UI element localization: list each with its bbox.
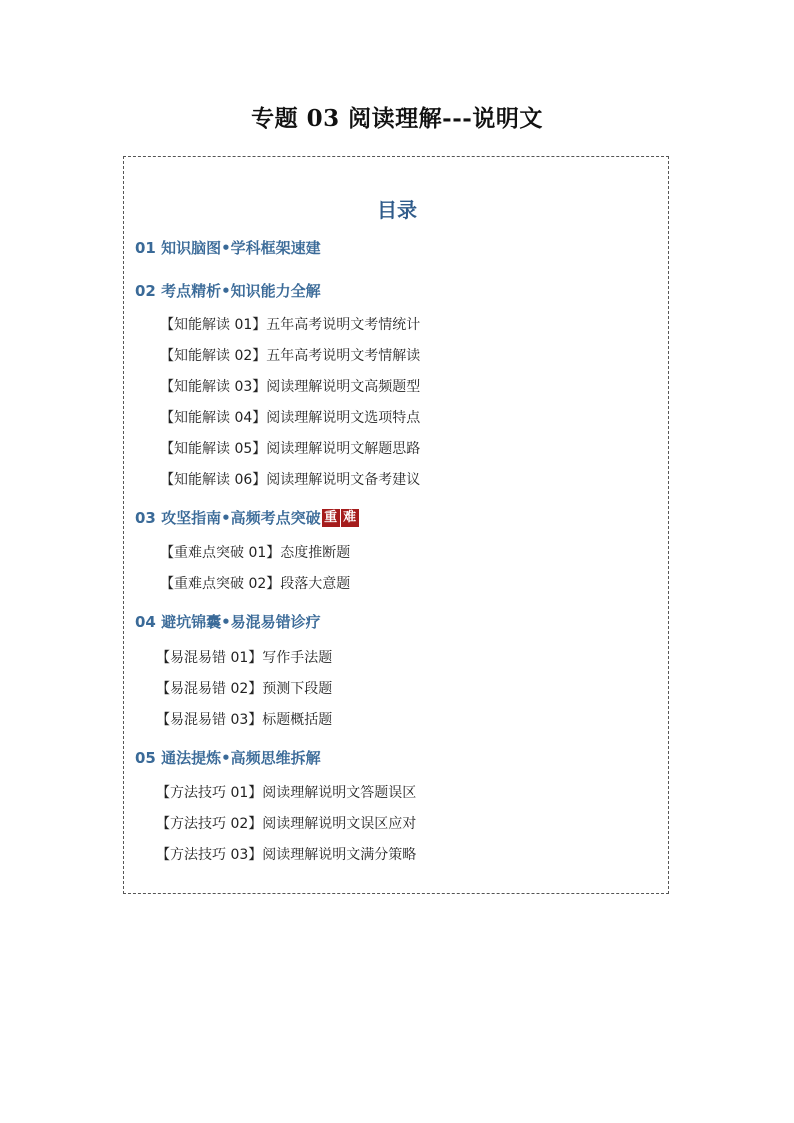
toc-item[interactable]: 【知能解读 02】五年高考说明文考情解读	[160, 348, 421, 364]
toc-section-02[interactable]: 02 考点精析•知识能力全解	[135, 282, 321, 300]
toc-item[interactable]: 【方法技巧 02】阅读理解说明文误区应对	[156, 816, 417, 832]
badge-key: 重	[322, 509, 340, 527]
toc-section-04[interactable]: 04 避坑锦囊•易混易错诊疗	[135, 613, 321, 631]
toc-item[interactable]: 【知能解读 04】阅读理解说明文选项特点	[160, 410, 421, 426]
toc-section-01[interactable]: 01 知识脑图•学科框架速建	[135, 239, 321, 257]
toc-item[interactable]: 【方法技巧 03】阅读理解说明文满分策略	[156, 847, 417, 863]
toc-item[interactable]: 【知能解读 05】阅读理解说明文解题思路	[160, 441, 421, 457]
toc-section-05[interactable]: 05 通法提炼•高频思维拆解	[135, 749, 321, 767]
toc-item[interactable]: 【易混易错 03】标题概括题	[156, 712, 333, 728]
toc-item[interactable]: 【知能解读 01】五年高考说明文考情统计	[160, 317, 421, 333]
toc-section-03[interactable]	[135, 507, 359, 528]
key-difficult-badges	[322, 509, 359, 527]
toc-section-03-label: 03 攻坚指南•高频考点突破	[135, 509, 321, 527]
toc-item[interactable]: 【重难点突破 02】段落大意题	[160, 576, 351, 592]
toc-item[interactable]: 【知能解读 03】阅读理解说明文高频题型	[160, 379, 421, 395]
toc-item[interactable]: 【重难点突破 01】态度推断题	[160, 545, 351, 561]
toc-item[interactable]: 【易混易错 02】预测下段题	[156, 681, 333, 697]
toc-item[interactable]: 【知能解读 06】阅读理解说明文备考建议	[160, 472, 421, 488]
toc-item[interactable]: 【方法技巧 01】阅读理解说明文答题误区	[156, 785, 417, 801]
toc-heading: 目录	[377, 198, 417, 222]
badge-difficult: 难	[341, 509, 359, 527]
toc-item[interactable]: 【易混易错 01】写作手法题	[156, 650, 333, 666]
document-title: 专题 03 阅读理解---说明文	[251, 105, 543, 132]
